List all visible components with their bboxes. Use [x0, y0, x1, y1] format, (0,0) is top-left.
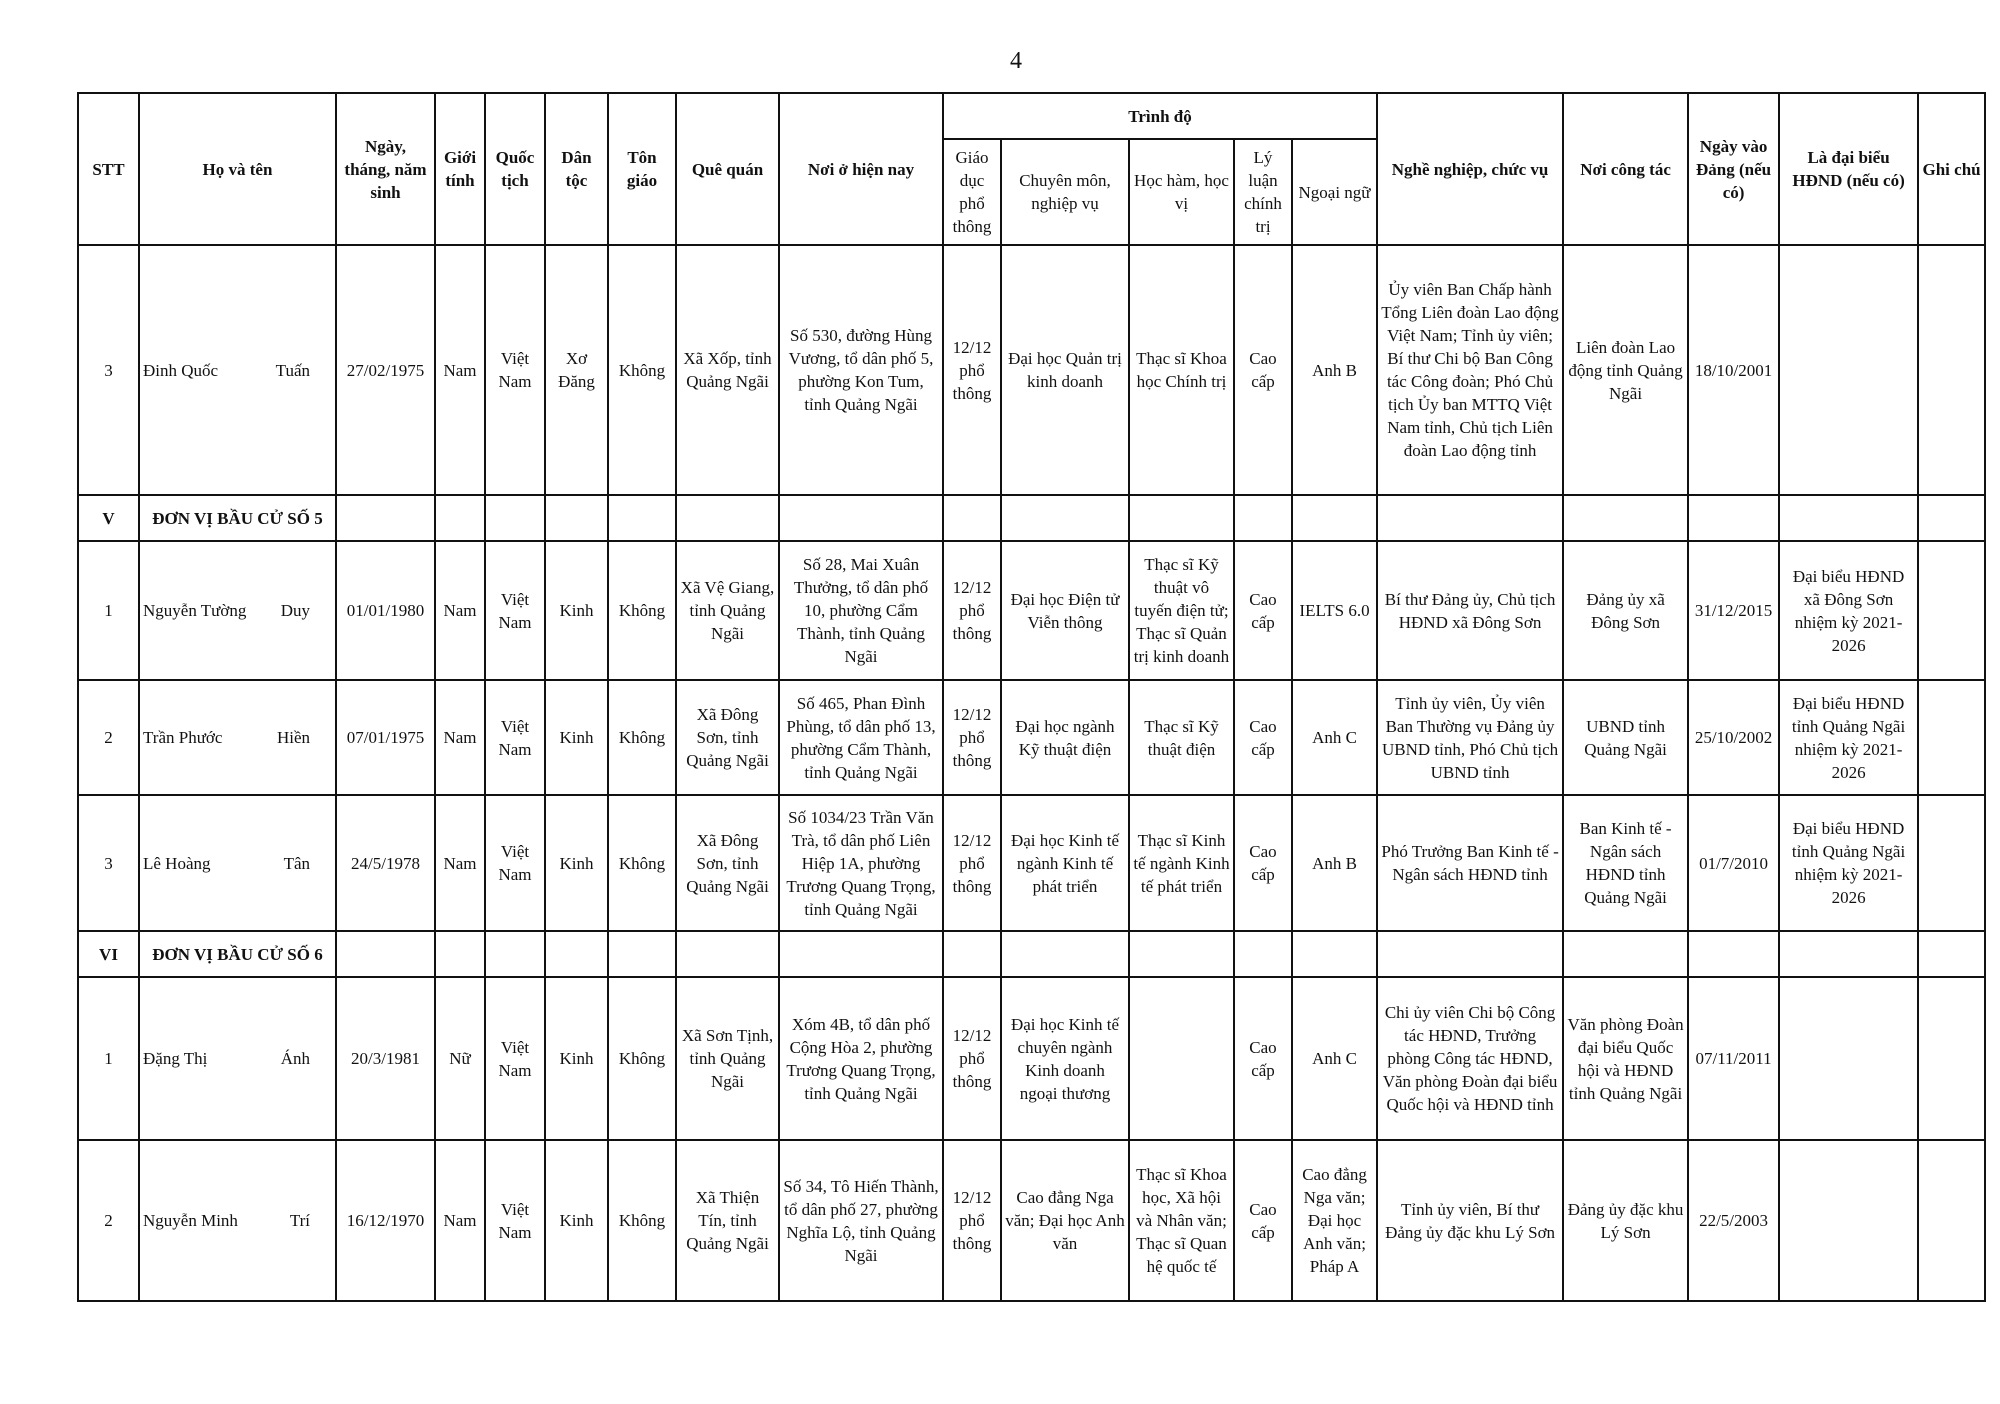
- dob-cell: 16/12/1970: [336, 1140, 435, 1301]
- politics-cell: Cao cấp: [1234, 541, 1292, 680]
- candidate-row: [78, 1140, 1985, 1301]
- degree-cell: Thạc sĩ Khoa học, Xã hội và Nhân văn; Thạc sĩ Quan hệ quốc tế: [1129, 1140, 1234, 1301]
- occupation-cell: Tỉnh ủy viên, Bí thư Đảng ủy đặc khu Lý Sơn: [1377, 1140, 1563, 1301]
- delegate-cell: Đại biểu HĐND tỉnh Quảng Ngãi nhiệm kỳ 2021-2026: [1779, 795, 1918, 931]
- col-general-edu: Giáo dục phổ thông: [943, 139, 1001, 245]
- politics-cell: Cao cấp: [1234, 977, 1292, 1140]
- occupation-cell: Tỉnh ủy viên, Ủy viên Ban Thường vụ Đảng ủy UBND tỉnh, Phó Chủ tịch UBND tỉnh: [1377, 680, 1563, 795]
- residence-cell: Số 530, đường Hùng Vương, tổ dân phố 5, phường Kon Tum, tỉnh Quảng Ngãi: [779, 245, 943, 495]
- note-cell: [1918, 680, 1985, 795]
- politics-cell: Cao cấp: [1234, 245, 1292, 495]
- name-cell: [139, 795, 336, 931]
- first-name: Tuấn: [275, 360, 310, 380]
- note-cell: [1918, 541, 1985, 680]
- politics-cell: Cao cấp: [1234, 1140, 1292, 1301]
- delegate-cell: [1779, 977, 1918, 1140]
- residence-cell: Xóm 4B, tổ dân phố Cộng Hòa 2, phường Trương Quang Trọng, tỉnh Quảng Ngãi: [779, 977, 943, 1140]
- full-name: [143, 726, 332, 749]
- delegate-cell: [1779, 1140, 1918, 1301]
- gender-cell: Nam: [435, 680, 485, 795]
- candidate-row: [78, 245, 1985, 495]
- language-cell: Anh B: [1292, 245, 1377, 495]
- candidate-row: [78, 541, 1985, 680]
- col-gender: Giới tính: [435, 93, 485, 245]
- religion-cell: Không: [608, 1140, 676, 1301]
- occupation-cell: Chi ủy viên Chi bộ Công tác HĐND, Trưởng phòng Công tác HĐND, Văn phòng Đoàn đại biểu Quốc hội và HĐND tỉnh: [1377, 977, 1563, 1140]
- religion-cell: Không: [608, 680, 676, 795]
- section-empty-cell: [943, 495, 1001, 541]
- workplace-cell: Liên đoàn Lao động tỉnh Quảng Ngãi: [1563, 245, 1688, 495]
- delegate-cell: [1779, 245, 1918, 495]
- gender-cell: Nam: [435, 541, 485, 680]
- party-date-cell: 07/11/2011: [1688, 977, 1779, 1140]
- col-specialty: Chuyên môn, nghiệp vụ: [1001, 139, 1129, 245]
- ethnicity-cell: Kinh: [545, 977, 608, 1140]
- residence-cell: Số 465, Phan Đình Phùng, tổ dân phố 13, phường Cẩm Thành, tỉnh Quảng Ngãi: [779, 680, 943, 795]
- hometown-cell: Xã Sơn Tịnh, tỉnh Quảng Ngãi: [676, 977, 779, 1140]
- table-body: [78, 245, 1985, 1301]
- first-name: Trí: [289, 1211, 310, 1230]
- language-cell: Anh B: [1292, 795, 1377, 931]
- party-date-cell: 22/5/2003: [1688, 1140, 1779, 1301]
- stt-cell: 3: [78, 245, 139, 495]
- name-cell: [139, 541, 336, 680]
- last-middle-name: Đinh Quốc: [143, 360, 219, 380]
- dob-cell: 20/3/1981: [336, 977, 435, 1140]
- last-middle-name: Trần Phước: [143, 728, 223, 747]
- section-empty-cell: [1563, 931, 1688, 977]
- party-date-cell: 31/12/2015: [1688, 541, 1779, 680]
- note-cell: [1918, 795, 1985, 931]
- workplace-cell: Đảng ủy xã Đông Sơn: [1563, 541, 1688, 680]
- hometown-cell: Xã Đông Sơn, tỉnh Quảng Ngãi: [676, 795, 779, 931]
- occupation-cell: Bí thư Đảng ủy, Chủ tịch HĐND xã Đông Sơn: [1377, 541, 1563, 680]
- note-cell: [1918, 1140, 1985, 1301]
- section-empty-cell: [1377, 495, 1563, 541]
- stt-cell: 2: [78, 680, 139, 795]
- nationality-cell: Việt Nam: [485, 977, 545, 1140]
- specialty-cell: Đại học ngành Kỹ thuật điện: [1001, 680, 1129, 795]
- col-dob: Ngày, tháng, năm sinh: [336, 93, 435, 245]
- first-name: Hiền: [276, 728, 310, 747]
- stt-cell: 3: [78, 795, 139, 931]
- ethnicity-cell: Kinh: [545, 1140, 608, 1301]
- col-language: Ngoại ngữ: [1292, 139, 1377, 245]
- dob-cell: 01/01/1980: [336, 541, 435, 680]
- section-number: V: [78, 495, 139, 541]
- col-stt: STT: [78, 93, 139, 245]
- col-politics: Lý luận chính trị: [1234, 139, 1292, 245]
- col-residence: Nơi ở hiện nay: [779, 93, 943, 245]
- occupation-cell: Phó Trưởng Ban Kinh tế - Ngân sách HĐND tỉnh: [1377, 795, 1563, 931]
- nationality-cell: Việt Nam: [485, 1140, 545, 1301]
- full-name: [143, 599, 332, 622]
- specialty-cell: Đại học Điện tử Viễn thông: [1001, 541, 1129, 680]
- degree-cell: [1129, 977, 1234, 1140]
- specialty-cell: Đại học Quản trị kinh doanh: [1001, 245, 1129, 495]
- last-middle-name: Đặng Thị: [143, 1049, 208, 1068]
- col-workplace: Nơi công tác: [1563, 93, 1688, 245]
- religion-cell: Không: [608, 977, 676, 1140]
- dob-cell: 24/5/1978: [336, 795, 435, 931]
- last-middle-name: Lê Hoàng: [143, 853, 211, 873]
- dob-cell: 07/01/1975: [336, 680, 435, 795]
- residence-cell: Số 34, Tô Hiến Thành, tổ dân phố 27, phường Nghĩa Lộ, tỉnh Quảng Ngãi: [779, 1140, 943, 1301]
- religion-cell: Không: [608, 795, 676, 931]
- candidate-row: [78, 795, 1985, 931]
- col-note: Ghi chú: [1918, 93, 1985, 245]
- candidate-table: [77, 92, 1986, 1302]
- degree-cell: Thạc sĩ Kinh tế ngành Kinh tế phát triển: [1129, 795, 1234, 931]
- col-religion: Tôn giáo: [608, 93, 676, 245]
- section-empty-cell: [1688, 495, 1779, 541]
- section-empty-cell: [1918, 931, 1985, 977]
- general-edu-cell: 12/12 phổ thông: [943, 795, 1001, 931]
- delegate-cell: Đại biểu HĐND xã Đông Sơn nhiệm kỳ 2021-2026: [1779, 541, 1918, 680]
- section-number: VI: [78, 931, 139, 977]
- hometown-cell: Xã Xốp, tỉnh Quảng Ngãi: [676, 245, 779, 495]
- section-empty-cell: [336, 931, 435, 977]
- religion-cell: Không: [608, 541, 676, 680]
- section-empty-cell: [1129, 495, 1234, 541]
- col-occupation: Nghề nghiệp, chức vụ: [1377, 93, 1563, 245]
- section-empty-cell: [1001, 931, 1129, 977]
- candidate-row: [78, 680, 1985, 795]
- gender-cell: Nam: [435, 795, 485, 931]
- col-degree: Học hàm, học vị: [1129, 139, 1234, 245]
- col-hometown: Quê quán: [676, 93, 779, 245]
- general-edu-cell: 12/12 phổ thông: [943, 977, 1001, 1140]
- full-name: [143, 1047, 332, 1070]
- hometown-cell: Xã Thiện Tín, tỉnh Quảng Ngãi: [676, 1140, 779, 1301]
- ethnicity-cell: Kinh: [545, 795, 608, 931]
- stt-cell: 1: [78, 541, 139, 680]
- degree-cell: Thạc sĩ Kỹ thuật vô tuyến điện tử; Thạc sĩ Quản trị kinh doanh: [1129, 541, 1234, 680]
- full-name: [143, 1209, 332, 1232]
- language-cell: Anh C: [1292, 680, 1377, 795]
- politics-cell: Cao cấp: [1234, 680, 1292, 795]
- last-middle-name: Nguyễn Tường: [143, 601, 247, 620]
- party-date-cell: 01/7/2010: [1688, 795, 1779, 931]
- stt-cell: 1: [78, 977, 139, 1140]
- col-qualification: Trình độ: [943, 93, 1377, 139]
- section-empty-cell: [1918, 495, 1985, 541]
- col-ethnicity: Dân tộc: [545, 93, 608, 245]
- workplace-cell: UBND tỉnh Quảng Ngãi: [1563, 680, 1688, 795]
- name-cell: [139, 977, 336, 1140]
- hometown-cell: Xã Đông Sơn, tỉnh Quảng Ngãi: [676, 680, 779, 795]
- full-name: [143, 359, 332, 382]
- gender-cell: Nam: [435, 245, 485, 495]
- language-cell: Anh C: [1292, 977, 1377, 1140]
- dob-cell: 27/02/1975: [336, 245, 435, 495]
- section-empty-cell: [779, 495, 943, 541]
- section-empty-cell: [1377, 931, 1563, 977]
- degree-cell: Thạc sĩ Kỹ thuật điện: [1129, 680, 1234, 795]
- section-empty-cell: [779, 931, 943, 977]
- col-nationality: Quốc tịch: [485, 93, 545, 245]
- language-cell: IELTS 6.0: [1292, 541, 1377, 680]
- section-title: ĐƠN VỊ BẦU CỬ SỐ 6: [139, 931, 336, 977]
- section-empty-cell: [1234, 931, 1292, 977]
- section-empty-cell: [485, 495, 545, 541]
- section-empty-cell: [1779, 931, 1918, 977]
- name-cell: [139, 1140, 336, 1301]
- general-edu-cell: 12/12 phổ thông: [943, 1140, 1001, 1301]
- section-empty-cell: [608, 495, 676, 541]
- section-empty-cell: [1001, 495, 1129, 541]
- section-row: [78, 495, 1985, 541]
- nationality-cell: Việt Nam: [485, 541, 545, 680]
- nationality-cell: Việt Nam: [485, 680, 545, 795]
- section-empty-cell: [1129, 931, 1234, 977]
- section-empty-cell: [435, 495, 485, 541]
- section-empty-cell: [676, 931, 779, 977]
- section-empty-cell: [1292, 931, 1377, 977]
- ethnicity-cell: Xơ Đăng: [545, 245, 608, 495]
- religion-cell: Không: [608, 245, 676, 495]
- section-empty-cell: [435, 931, 485, 977]
- section-empty-cell: [608, 931, 676, 977]
- gender-cell: Nữ: [435, 977, 485, 1140]
- specialty-cell: Đại học Kinh tế ngành Kinh tế phát triển: [1001, 795, 1129, 931]
- section-row: [78, 931, 1985, 977]
- hometown-cell: Xã Vệ Giang, tỉnh Quảng Ngãi: [676, 541, 779, 680]
- section-title: ĐƠN VỊ BẦU CỬ SỐ 5: [139, 495, 336, 541]
- first-name: Ánh: [280, 1049, 310, 1068]
- full-name: [143, 852, 332, 875]
- note-cell: [1918, 245, 1985, 495]
- residence-cell: Số 28, Mai Xuân Thưởng, tổ dân phố 10, phường Cẩm Thành, tỉnh Quảng Ngãi: [779, 541, 943, 680]
- ethnicity-cell: Kinh: [545, 680, 608, 795]
- section-empty-cell: [545, 495, 608, 541]
- section-empty-cell: [1779, 495, 1918, 541]
- nationality-cell: Việt Nam: [485, 795, 545, 931]
- workplace-cell: Đảng ủy đặc khu Lý Sơn: [1563, 1140, 1688, 1301]
- party-date-cell: 25/10/2002: [1688, 680, 1779, 795]
- section-empty-cell: [1563, 495, 1688, 541]
- section-empty-cell: [1292, 495, 1377, 541]
- occupation-cell: Ủy viên Ban Chấp hành Tổng Liên đoàn Lao động Việt Nam; Tỉnh ủy viên; Bí thư Chi bộ Ban Công tác Công đoàn; Phó Chủ tịch Ủy ban MTTQ Việt Nam tỉnh, Chủ tịch Liên đoàn Lao động tỉnh: [1377, 245, 1563, 495]
- workplace-cell: Ban Kinh tế - Ngân sách HĐND tỉnh Quảng Ngãi: [1563, 795, 1688, 931]
- specialty-cell: Đại học Kinh tế chuyên ngành Kinh doanh ngoại thương: [1001, 977, 1129, 1140]
- col-party-date: Ngày vào Đảng (nếu có): [1688, 93, 1779, 245]
- party-date-cell: 18/10/2001: [1688, 245, 1779, 495]
- first-name: Tân: [283, 853, 310, 873]
- col-delegate: Là đại biểu HĐND (nếu có): [1779, 93, 1918, 245]
- politics-cell: Cao cấp: [1234, 795, 1292, 931]
- delegate-cell: Đại biểu HĐND tỉnh Quảng Ngãi nhiệm kỳ 2021-2026: [1779, 680, 1918, 795]
- degree-cell: Thạc sĩ Khoa học Chính trị: [1129, 245, 1234, 495]
- workplace-cell: Văn phòng Đoàn đại biểu Quốc hội và HĐND tỉnh Quảng Ngãi: [1563, 977, 1688, 1140]
- gender-cell: Nam: [435, 1140, 485, 1301]
- header-row-top: [78, 93, 1985, 139]
- general-edu-cell: 12/12 phổ thông: [943, 680, 1001, 795]
- specialty-cell: Cao đẳng Nga văn; Đại học Anh văn: [1001, 1140, 1129, 1301]
- section-empty-cell: [336, 495, 435, 541]
- general-edu-cell: 12/12 phổ thông: [943, 541, 1001, 680]
- section-empty-cell: [545, 931, 608, 977]
- first-name: Duy: [280, 601, 310, 620]
- note-cell: [1918, 977, 1985, 1140]
- name-cell: [139, 680, 336, 795]
- page-number: 4: [1010, 48, 1022, 74]
- residence-cell: Số 1034/23 Trần Văn Trà, tổ dân phố Liên Hiệp 1A, phường Trương Quang Trọng, tỉnh Quảng Ngãi: [779, 795, 943, 931]
- section-empty-cell: [1688, 931, 1779, 977]
- stt-cell: 2: [78, 1140, 139, 1301]
- section-empty-cell: [1234, 495, 1292, 541]
- section-empty-cell: [676, 495, 779, 541]
- name-cell: [139, 245, 336, 495]
- ethnicity-cell: Kinh: [545, 541, 608, 680]
- candidate-row: [78, 977, 1985, 1140]
- language-cell: Cao đẳng Nga văn; Đại học Anh văn; Pháp A: [1292, 1140, 1377, 1301]
- last-middle-name: Nguyễn Minh: [143, 1211, 238, 1230]
- section-empty-cell: [943, 931, 1001, 977]
- col-name: Họ và tên: [139, 93, 336, 245]
- general-edu-cell: 12/12 phổ thông: [943, 245, 1001, 495]
- section-empty-cell: [485, 931, 545, 977]
- nationality-cell: Việt Nam: [485, 245, 545, 495]
